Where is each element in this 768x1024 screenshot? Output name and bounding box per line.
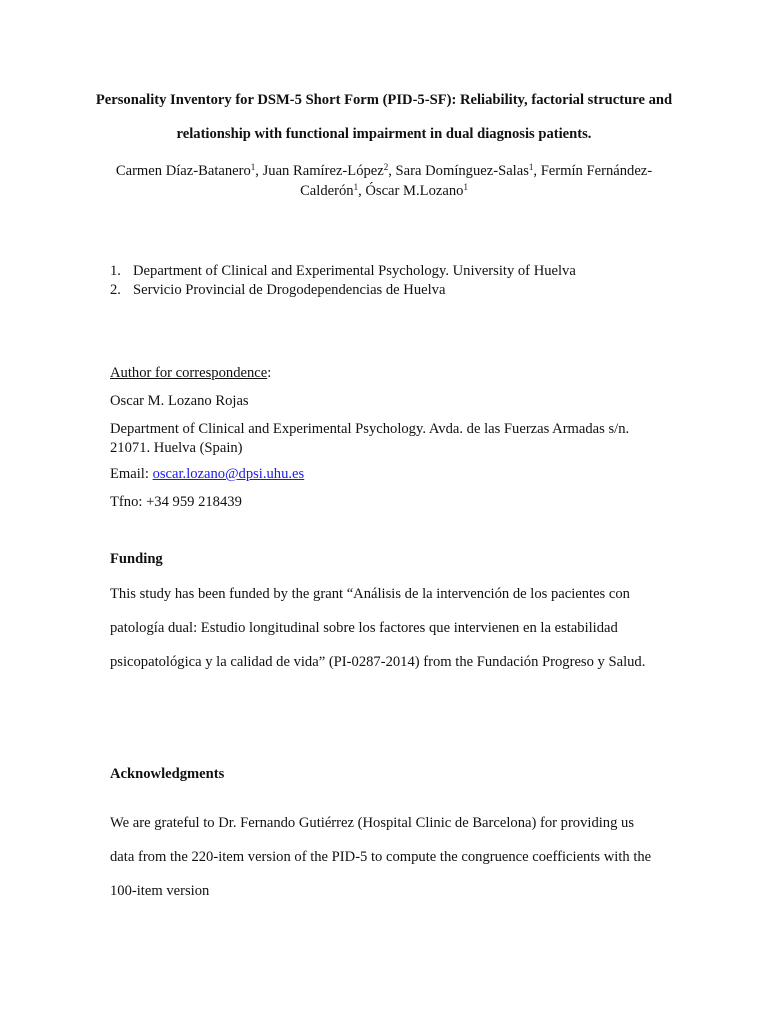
author-affiliation-mark: 1 xyxy=(250,162,256,172)
author-affiliation-mark: 1 xyxy=(528,162,534,172)
correspondence-phone: Tfno: +34 959 218439 xyxy=(110,494,242,510)
correspondence-heading-colon: : xyxy=(267,365,272,381)
affiliation-item xyxy=(110,262,576,281)
email-link[interactable]: oscar.lozano@dpsi.uhu.es xyxy=(152,466,305,482)
affiliation-number: 2. xyxy=(110,282,121,298)
correspondence-department: Department of Clinical and Experimental Psychology. Avda. de las Fuerzas Armadas s/n. 21071. Huelva (Spain) xyxy=(110,421,630,456)
affiliation-text: Servicio Provincial de Drogodependencias de Huelva xyxy=(133,282,446,298)
correspondence-heading-text: Author for correspondence xyxy=(110,365,268,381)
acknowledgments-text: We are grateful to Dr. Fernando Gutiérrez (Hospital Clinic de Barcelona) for providing us data from the 220-item version of the PID-5 to compute the congruence coefficients with the 100-item version xyxy=(110,815,652,899)
correspondence-email xyxy=(110,466,658,483)
affiliation-list xyxy=(110,262,576,300)
acknowledgments-heading: Acknowledgments xyxy=(110,766,225,782)
author-name: Fermín Fernández-Calderón xyxy=(300,163,653,199)
correspondence-heading xyxy=(110,365,658,382)
author-affiliation-mark: 2 xyxy=(383,162,389,172)
author-name: Sara Domínguez-Salas xyxy=(395,163,529,179)
affiliation-number: 1. xyxy=(110,263,121,279)
affiliation-item xyxy=(110,281,576,300)
author-list: Carmen Díaz-Batanero$^1$, Juan Ramírez-López$^2$, Sara Domínguez-Salas$^1$, Fermín Fernández-Calderón$^1$, Óscar M.Lozano$^1$ xyxy=(115,162,653,199)
affiliation-text: Department of Clinical and Experimental Psychology. University of Huelva xyxy=(133,263,576,279)
email-label: Email: xyxy=(110,466,153,482)
author-name: Carmen Díaz-Batanero xyxy=(115,163,251,179)
funding-heading: Funding xyxy=(110,551,163,567)
author-affiliation-mark: 1 xyxy=(463,182,468,192)
paper-title: Personality Inventory for DSM-5 Short Form (PID-5-SF): Reliability, factorial structure and relationship with functional impairment in dual diagnosis patients. xyxy=(95,92,673,142)
correspondence-name: Oscar M. Lozano Rojas xyxy=(110,393,249,409)
funding-text: This study has been funded by the grant “Análisis de la intervención de los pacientes con patología dual: Estudio longitudinal sobre los factores que intervienen en la estabilidad psicopatológica y la calidad de vida” (PI-0287-2014) from the Fundación Progreso y Salud. xyxy=(110,586,646,670)
author-name: Juan Ramírez-López xyxy=(262,163,384,179)
author-name: Óscar M.Lozano xyxy=(365,183,464,199)
author-affiliation-mark: 1 xyxy=(353,182,359,192)
